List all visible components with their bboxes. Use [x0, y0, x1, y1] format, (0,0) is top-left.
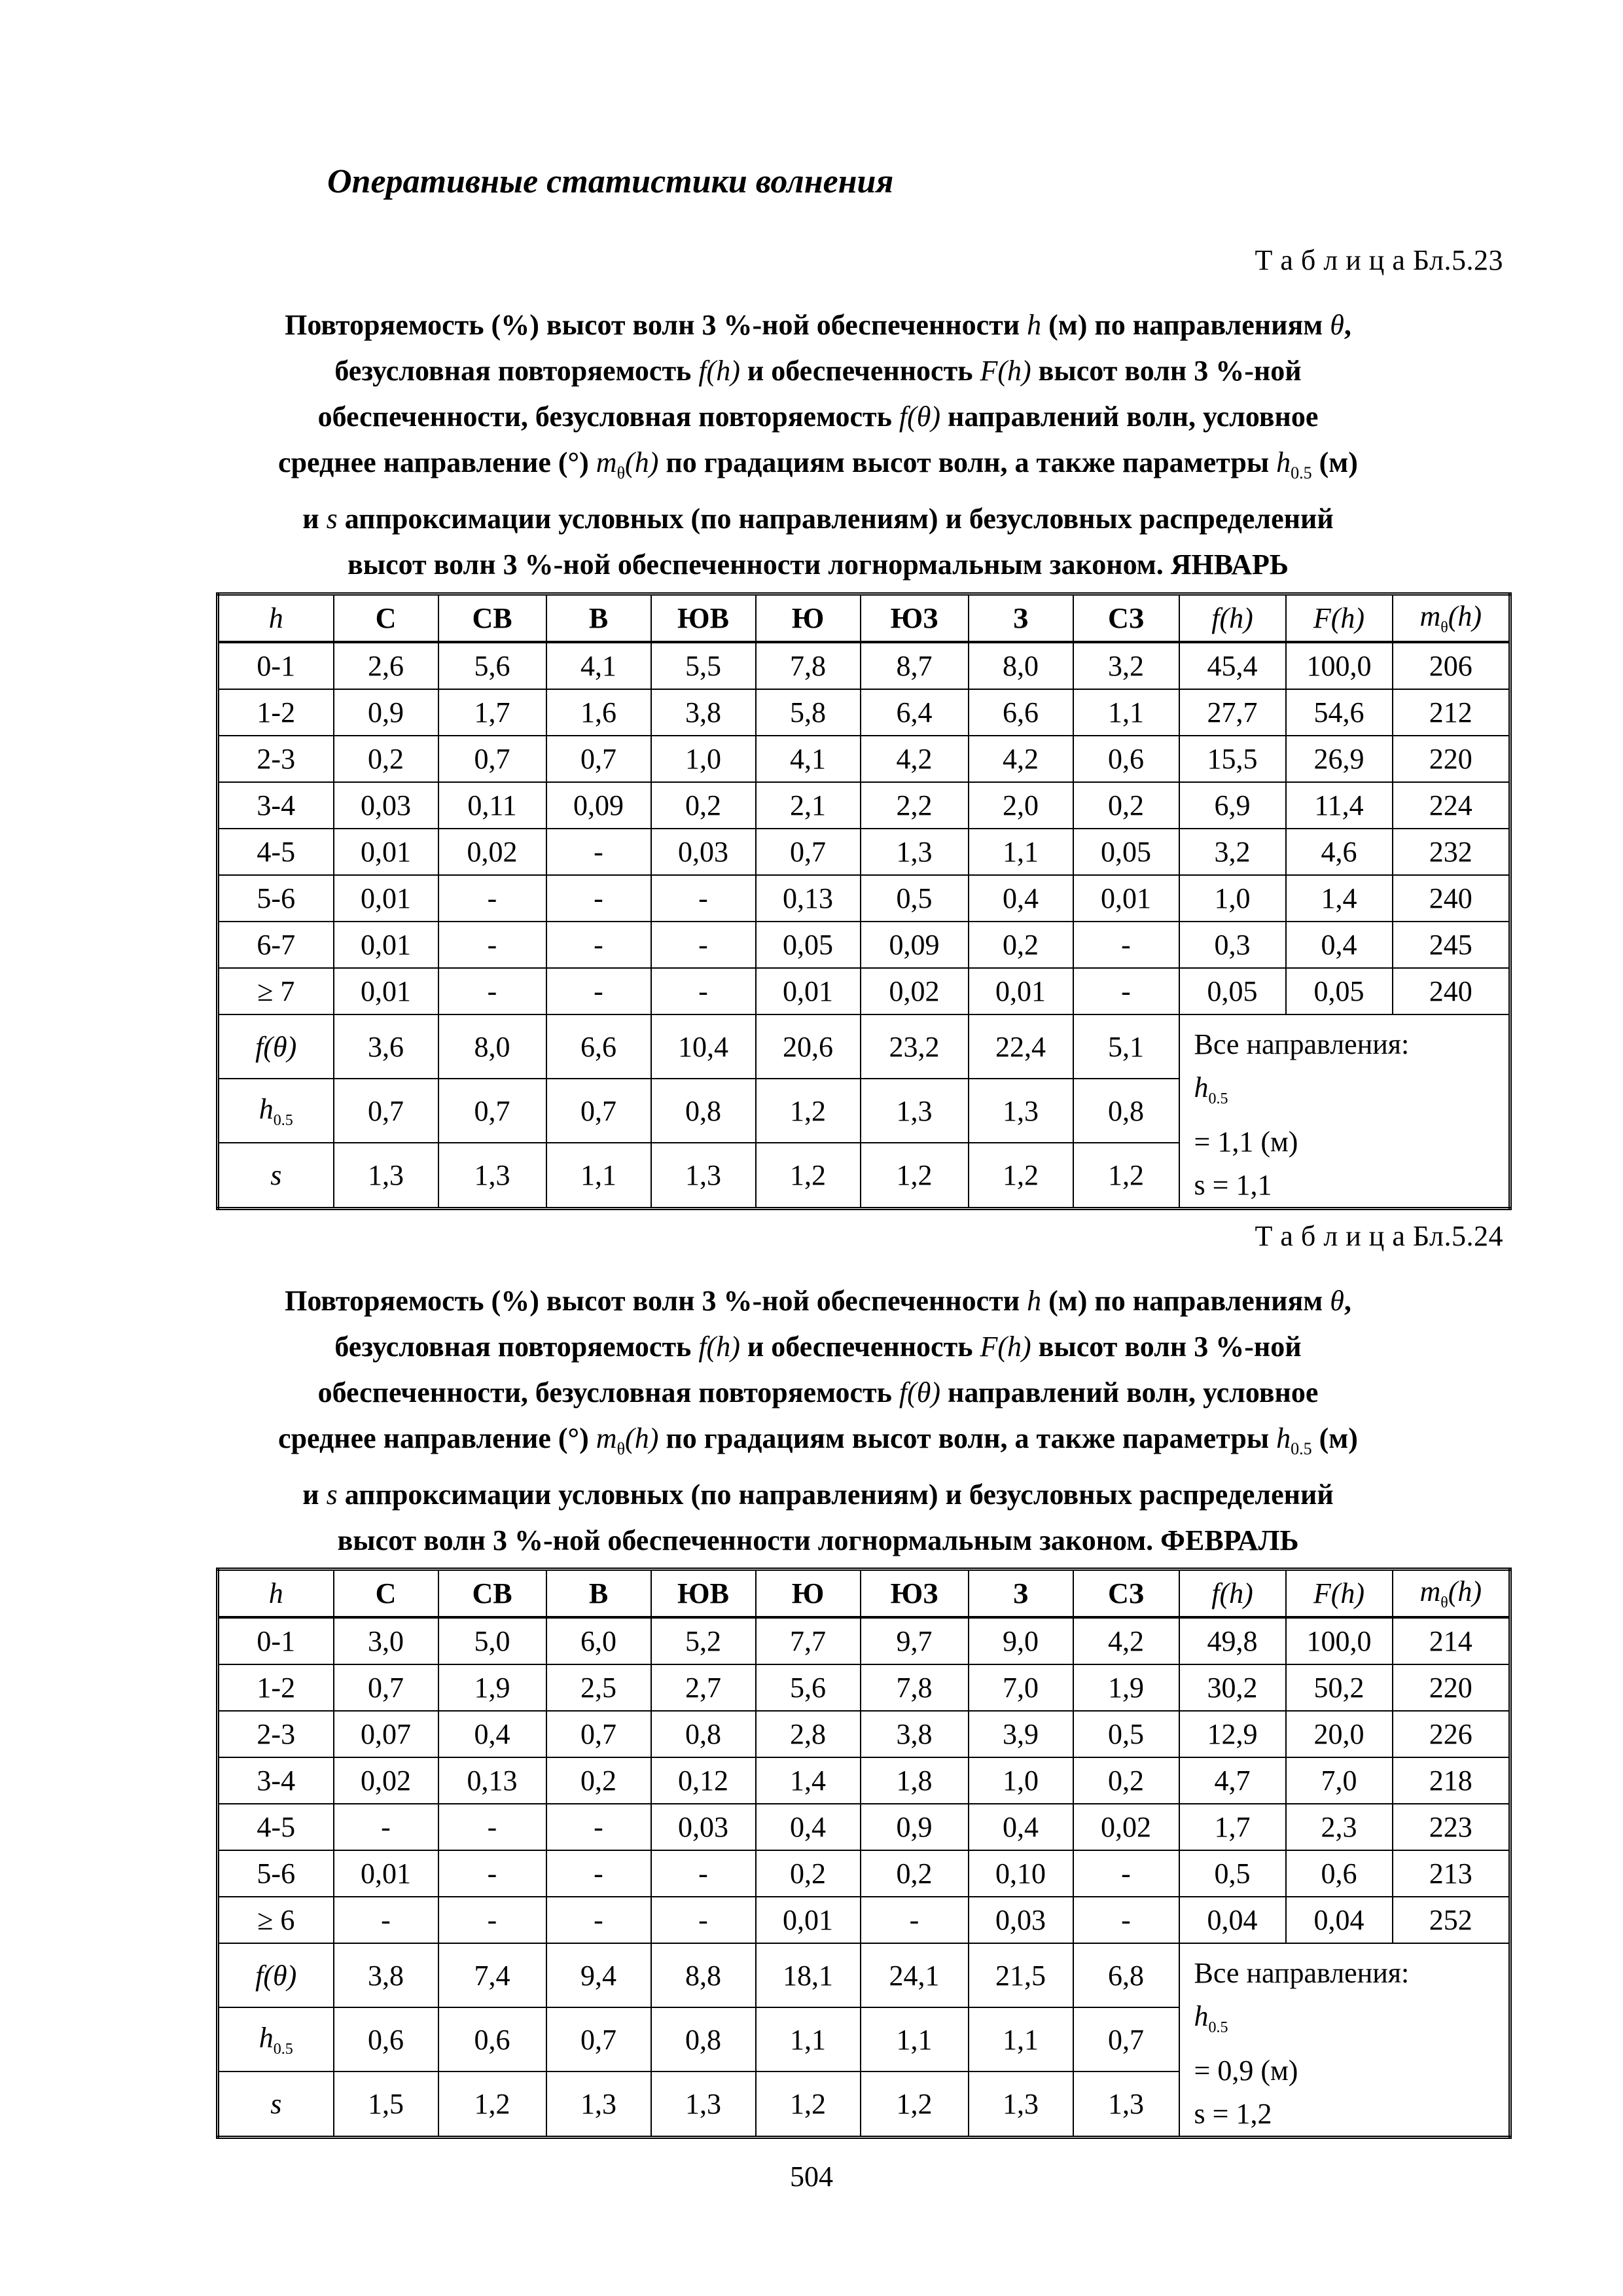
col-header-m: $m_\theta(h)$	[1393, 1570, 1510, 1618]
table-cell: 4,6	[1286, 829, 1393, 875]
row-label: 0-1	[218, 1617, 334, 1664]
table-cell: 1,3	[651, 2072, 756, 2137]
table-cell: -	[1073, 1850, 1179, 1897]
table-cell: 0,2	[334, 736, 438, 782]
table-cell: 1,8	[861, 1757, 969, 1804]
table-cell: 0,7	[1073, 2007, 1179, 2072]
row-label: 3-4	[218, 1757, 334, 1804]
table-cell: 3,9	[969, 1711, 1073, 1757]
table-cell: -	[334, 1804, 438, 1850]
table-cell: 206	[1393, 642, 1510, 689]
table-cell: 1,6	[546, 689, 651, 736]
table-cell: 8,7	[861, 642, 969, 689]
row-label: $h_{0.5}$	[218, 2007, 334, 2072]
row-label: ≥ 6	[218, 1897, 334, 1943]
table-cell: 1,1	[546, 1143, 651, 1208]
table-cell: 20,0	[1286, 1711, 1393, 1757]
table-cell: 2,2	[861, 782, 969, 829]
table-cell: 220	[1393, 1664, 1510, 1711]
table-cell: 0,01	[334, 922, 438, 968]
table-cell: 0,4	[969, 875, 1073, 922]
table-cell: 0,09	[861, 922, 969, 968]
table-cell: 0,03	[969, 1897, 1073, 1943]
table-cell: 7,8	[756, 642, 861, 689]
table-cell: 45,4	[1179, 642, 1286, 689]
table-row	[218, 922, 1510, 968]
table-cell: -	[651, 922, 756, 968]
table-header-row	[218, 1570, 1510, 1618]
table-cell: 0,02	[334, 1757, 438, 1804]
summary-h05: $h_{0.5}$ = 1,1 (м)	[1194, 1071, 1298, 1158]
ftheta-row	[218, 1943, 1510, 2007]
table-cell: 0,3	[1179, 922, 1286, 968]
table-cell: -	[438, 968, 546, 1014]
table-cell: -	[546, 968, 651, 1014]
table-row	[218, 1617, 1510, 1664]
table-cell: 5,5	[651, 642, 756, 689]
col-header-h: h	[218, 594, 334, 643]
col-header-dir: СВ	[438, 594, 546, 643]
page-number: 504	[790, 2161, 833, 2193]
table-cell: 0,2	[756, 1850, 861, 1897]
table-cell: -	[546, 875, 651, 922]
table-cell: 6,8	[1073, 1943, 1179, 2007]
table-cell: 0,01	[756, 968, 861, 1014]
table-cell: 0,05	[1179, 968, 1286, 1014]
table-cell: 0,2	[546, 1757, 651, 1804]
col-header-Fh: F(h)	[1286, 1570, 1393, 1618]
table-cell: 1,1	[756, 2007, 861, 2072]
table-cell: 1,7	[1179, 1804, 1286, 1850]
summary-s: s = 1,2	[1194, 2097, 1272, 2130]
all-directions-summary	[1179, 1943, 1510, 2137]
table-cell: 0,7	[546, 736, 651, 782]
table-row	[218, 1897, 1510, 1943]
table-cell: 11,4	[1286, 782, 1393, 829]
table-cell: 21,5	[969, 1943, 1073, 2007]
table-cell: 1,3	[438, 1143, 546, 1208]
table-cell: 1,2	[861, 1143, 969, 1208]
table-cell: -	[1073, 1897, 1179, 1943]
table-cell: 7,0	[1286, 1757, 1393, 1804]
row-label: 2-3	[218, 736, 334, 782]
table-cell: 1,7	[438, 689, 546, 736]
table-cell: 50,2	[1286, 1664, 1393, 1711]
row-label: ≥ 7	[218, 968, 334, 1014]
table-cell: 0,10	[969, 1850, 1073, 1897]
col-header-fh: f(h)	[1179, 1570, 1286, 1618]
table-cell: 224	[1393, 782, 1510, 829]
table-cell: 0,7	[438, 736, 546, 782]
col-header-dir: З	[969, 1570, 1073, 1618]
col-header-dir: В	[546, 594, 651, 643]
table-row	[218, 968, 1510, 1014]
table-cell: -	[546, 1804, 651, 1850]
table-cell: 0,2	[1073, 782, 1179, 829]
table-label: Т а б л и ц а Бл.5.23	[1255, 244, 1503, 276]
row-label: f(θ)	[218, 1014, 334, 1079]
table-cell: 6,6	[969, 689, 1073, 736]
table-row	[218, 1757, 1510, 1804]
table-cell: 0,7	[334, 1079, 438, 1143]
col-header-fh: f(h)	[1179, 594, 1286, 643]
table-header-row	[218, 594, 1510, 643]
table-cell: -	[438, 1804, 546, 1850]
table-cell: 0,4	[438, 1711, 546, 1757]
table-cell: 2,8	[756, 1711, 861, 1757]
table-cell: -	[861, 1897, 969, 1943]
col-header-Fh: F(h)	[1286, 594, 1393, 643]
table-cell: 8,0	[969, 642, 1073, 689]
table-cell: 3,2	[1073, 642, 1179, 689]
table-cell: 12,9	[1179, 1711, 1286, 1757]
row-label: 0-1	[218, 642, 334, 689]
table-cell: 0,01	[334, 1850, 438, 1897]
table-cell: 0,7	[546, 1711, 651, 1757]
table-cell: 0,01	[756, 1897, 861, 1943]
table-cell: 220	[1393, 736, 1510, 782]
table-cell: 0,7	[546, 1079, 651, 1143]
table-cell: -	[438, 1850, 546, 1897]
table-cell: 0,7	[756, 829, 861, 875]
table-cell: 0,05	[756, 922, 861, 968]
table-cell: 245	[1393, 922, 1510, 968]
table-cell: 6,4	[861, 689, 969, 736]
table-cell: -	[546, 829, 651, 875]
table-cell: 54,6	[1286, 689, 1393, 736]
table-cell: 0,5	[1179, 1850, 1286, 1897]
table-cell: 0,03	[651, 1804, 756, 1850]
table-cell: 1,2	[756, 2072, 861, 2137]
table-cell: 0,2	[969, 922, 1073, 968]
table-cell: 9,4	[546, 1943, 651, 2007]
table-cell: 100,0	[1286, 642, 1393, 689]
table-cell: 1,4	[756, 1757, 861, 1804]
table-cell: 7,8	[861, 1664, 969, 1711]
table-cell: 0,12	[651, 1757, 756, 1804]
col-header-dir: СЗ	[1073, 1570, 1179, 1618]
wave-height-table-january	[216, 592, 1512, 1210]
table-cell: 1,3	[651, 1143, 756, 1208]
table-cell: 5,6	[756, 1664, 861, 1711]
table-cell: 6,6	[546, 1014, 651, 1079]
table-cell: 4,2	[969, 736, 1073, 782]
table-cell: 0,2	[861, 1850, 969, 1897]
table-cell: 6,9	[1179, 782, 1286, 829]
col-header-dir: ЮЗ	[861, 594, 969, 643]
table-cell: 1,2	[438, 2072, 546, 2137]
col-header-dir: СВ	[438, 1570, 546, 1618]
col-header-dir: ЮВ	[651, 594, 756, 643]
table-cell: 5,8	[756, 689, 861, 736]
table-cell: 0,5	[1073, 1711, 1179, 1757]
table-row	[218, 1850, 1510, 1897]
table-caption: Повторяемость (%) высот волн 3 %-ной обеспеченности h (м) по направлениям θ, безусловная повторяемость f(h) и обеспеченность F(h) высот волн 3 %-ной обеспеченности, безусловная повторяемость f(θ) направлений волн, условное среднее направление (°) $m_\theta(h)$ по градациям высот волн, а также параметры $h_{0.5}$ (м) и s аппроксимации условных (по направлениям) и безусловных распределений высот волн 3 %-ной обеспеченности логнормальным законом. ФЕВРАЛЬ	[278, 1285, 1358, 1556]
table-cell: 0,04	[1179, 1897, 1286, 1943]
table-cell: 0,7	[334, 1664, 438, 1711]
table-cell: -	[546, 1850, 651, 1897]
col-header-dir: ЮЗ	[861, 1570, 969, 1618]
col-header-m: $m_\theta(h)$	[1393, 594, 1510, 643]
table-cell: 9,0	[969, 1617, 1073, 1664]
table-row	[218, 642, 1510, 689]
table-cell: 18,1	[756, 1943, 861, 2007]
table-cell: 8,8	[651, 1943, 756, 2007]
ftheta-row	[218, 1014, 1510, 1079]
table-cell: 1,2	[756, 1079, 861, 1143]
wave-height-table-february	[216, 1568, 1512, 2139]
table-cell: 8,0	[438, 1014, 546, 1079]
table-cell: 0,01	[334, 968, 438, 1014]
table-cell: 1,0	[651, 736, 756, 782]
table-cell: 1,3	[334, 1143, 438, 1208]
table-cell: 9,7	[861, 1617, 969, 1664]
table-cell: 3,2	[1179, 829, 1286, 875]
table-cell: 1,3	[969, 2072, 1073, 2137]
table-cell: 0,2	[1073, 1757, 1179, 1804]
table-cell: 0,8	[651, 1711, 756, 1757]
table-cell: 6,0	[546, 1617, 651, 1664]
table-cell: -	[334, 1897, 438, 1943]
table-cell: 240	[1393, 875, 1510, 922]
table-cell: 1,4	[1286, 875, 1393, 922]
table-cell: 3,0	[334, 1617, 438, 1664]
col-header-h: h	[218, 1570, 334, 1618]
table-cell: 22,4	[969, 1014, 1073, 1079]
summary-h05: $h_{0.5}$ = 0,9 (м)	[1194, 2000, 1298, 2087]
table-cell: 0,03	[651, 829, 756, 875]
table-cell: 0,6	[1073, 736, 1179, 782]
table-cell: 1,2	[969, 1143, 1073, 1208]
table-cell: 1,9	[438, 1664, 546, 1711]
table-cell: 0,01	[334, 875, 438, 922]
row-label: s	[218, 1143, 334, 1208]
row-label: 5-6	[218, 875, 334, 922]
table-cell: 4,7	[1179, 1757, 1286, 1804]
table-cell: 2,0	[969, 782, 1073, 829]
col-header-dir: В	[546, 1570, 651, 1618]
table-cell: 10,4	[651, 1014, 756, 1079]
table-cell: 3,6	[334, 1014, 438, 1079]
summary-title: Все направления:	[1194, 1957, 1410, 1989]
row-label: 4-5	[218, 1804, 334, 1850]
table-cell: 0,13	[756, 875, 861, 922]
table-cell: 5,6	[438, 642, 546, 689]
table-cell: 1,2	[756, 1143, 861, 1208]
table-cell: 0,9	[861, 1804, 969, 1850]
table-cell: 0,01	[969, 968, 1073, 1014]
table-cell: 1,2	[861, 2072, 969, 2137]
table-cell: 1,3	[861, 1079, 969, 1143]
table-cell: 0,6	[438, 2007, 546, 2072]
table-cell: 2,3	[1286, 1804, 1393, 1850]
table-cell: 0,07	[334, 1711, 438, 1757]
table-cell: 0,03	[334, 782, 438, 829]
table-cell: 0,8	[1073, 1079, 1179, 1143]
table-cell: -	[651, 875, 756, 922]
table-cell: 214	[1393, 1617, 1510, 1664]
table-cell: 218	[1393, 1757, 1510, 1804]
table-cell: 0,8	[651, 1079, 756, 1143]
table-cell: 2,6	[334, 642, 438, 689]
table-row	[218, 1664, 1510, 1711]
table-cell: 5,1	[1073, 1014, 1179, 1079]
table-cell: 0,4	[1286, 922, 1393, 968]
table-cell: 226	[1393, 1711, 1510, 1757]
table-cell: 0,04	[1286, 1897, 1393, 1943]
table-cell: 4,1	[546, 642, 651, 689]
row-label: $h_{0.5}$	[218, 1079, 334, 1143]
table-cell: 212	[1393, 689, 1510, 736]
table-cell: 7,4	[438, 1943, 546, 2007]
table-cell: 26,9	[1286, 736, 1393, 782]
table-cell: 4,2	[861, 736, 969, 782]
summary-s: s = 1,1	[1194, 1168, 1272, 1201]
section-title: Оперативные статистики волнения	[327, 163, 894, 200]
all-directions-summary	[1179, 1014, 1510, 1208]
table-cell: 3,8	[334, 1943, 438, 2007]
table-cell: 3,8	[651, 689, 756, 736]
table-cell: 0,02	[1073, 1804, 1179, 1850]
table-cell: 1,3	[969, 1079, 1073, 1143]
table-cell: 4,1	[756, 736, 861, 782]
table-cell: -	[546, 1897, 651, 1943]
table-cell: 1,1	[969, 829, 1073, 875]
row-label: 6-7	[218, 922, 334, 968]
table-cell: 0,05	[1286, 968, 1393, 1014]
table-cell: 5,2	[651, 1617, 756, 1664]
table-cell: 1,0	[1179, 875, 1286, 922]
row-label: 5-6	[218, 1850, 334, 1897]
table-cell: -	[651, 968, 756, 1014]
table-cell: 4,2	[1073, 1617, 1179, 1664]
table-cell: 0,5	[861, 875, 969, 922]
table-cell: 0,9	[334, 689, 438, 736]
table-cell: 232	[1393, 829, 1510, 875]
table-cell: 20,6	[756, 1014, 861, 1079]
table-cell: 252	[1393, 1897, 1510, 1943]
row-label: s	[218, 2072, 334, 2137]
table-cell: 0,4	[969, 1804, 1073, 1850]
col-header-dir: Ю	[756, 594, 861, 643]
table-cell: 240	[1393, 968, 1510, 1014]
table-cell: 0,05	[1073, 829, 1179, 875]
table-cell: 1,1	[1073, 689, 1179, 736]
table-cell: 2,1	[756, 782, 861, 829]
table-cell: 2,5	[546, 1664, 651, 1711]
summary-title: Все направления:	[1194, 1028, 1410, 1060]
table-cell: 0,4	[756, 1804, 861, 1850]
table-row	[218, 736, 1510, 782]
table-row	[218, 689, 1510, 736]
table-cell: -	[438, 1897, 546, 1943]
table-cell: 0,6	[1286, 1850, 1393, 1897]
table-cell: -	[651, 1897, 756, 1943]
row-label: f(θ)	[218, 1943, 334, 2007]
row-label: 2-3	[218, 1711, 334, 1757]
table-cell: -	[651, 1850, 756, 1897]
table-cell: 0,2	[651, 782, 756, 829]
table-cell: 0,13	[438, 1757, 546, 1804]
table-cell: 0,11	[438, 782, 546, 829]
table-cell: 7,7	[756, 1617, 861, 1664]
table-cell: 223	[1393, 1804, 1510, 1850]
table-cell: -	[438, 875, 546, 922]
table-row	[218, 782, 1510, 829]
table-cell: 1,0	[969, 1757, 1073, 1804]
table-cell: 1,3	[546, 2072, 651, 2137]
table-label: Т а б л и ц а Бл.5.24	[1255, 1220, 1503, 1252]
table-cell: 1,3	[1073, 2072, 1179, 2137]
table-cell: 1,1	[969, 2007, 1073, 2072]
table-cell: 27,7	[1179, 689, 1286, 736]
table-cell: 7,0	[969, 1664, 1073, 1711]
table-cell: 0,02	[438, 829, 546, 875]
table-cell: -	[438, 922, 546, 968]
table-cell: 0,6	[334, 2007, 438, 2072]
table-cell: -	[1073, 968, 1179, 1014]
table-cell: -	[546, 922, 651, 968]
table-row	[218, 875, 1510, 922]
table-cell: 1,5	[334, 2072, 438, 2137]
table-cell: 15,5	[1179, 736, 1286, 782]
table-cell: 1,2	[1073, 1143, 1179, 1208]
table-cell: 1,3	[861, 829, 969, 875]
table-row	[218, 1711, 1510, 1757]
table-row	[218, 829, 1510, 875]
table-cell: 24,1	[861, 1943, 969, 2007]
col-header-dir: Ю	[756, 1570, 861, 1618]
col-header-dir: С	[334, 594, 438, 643]
table-cell: 49,8	[1179, 1617, 1286, 1664]
table-cell: 0,8	[651, 2007, 756, 2072]
row-label: 4-5	[218, 829, 334, 875]
table-cell: 30,2	[1179, 1664, 1286, 1711]
table-cell: 1,1	[861, 2007, 969, 2072]
table-cell: 1,9	[1073, 1664, 1179, 1711]
table-cell: 5,0	[438, 1617, 546, 1664]
table-caption: Повторяемость (%) высот волн 3 %-ной обеспеченности h (м) по направлениям θ, безусловная повторяемость f(h) и обеспеченность F(h) высот волн 3 %-ной обеспеченности, безусловная повторяемость f(θ) направлений волн, условное среднее направление (°) $m_\theta(h)$ по градациям высот волн, а также параметры $h_{0.5}$ (м) и s аппроксимации условных (по направлениям) и безусловных распределений высот волн 3 %-ной обеспеченности логнормальным законом. ЯНВАРЬ	[278, 309, 1358, 581]
table-cell: 3,8	[861, 1711, 969, 1757]
row-label: 1-2	[218, 689, 334, 736]
table-cell: 0,01	[334, 829, 438, 875]
table-cell: -	[1073, 922, 1179, 968]
table-cell: 0,02	[861, 968, 969, 1014]
table-cell: 2,7	[651, 1664, 756, 1711]
table-cell: 23,2	[861, 1014, 969, 1079]
col-header-dir: ЮВ	[651, 1570, 756, 1618]
col-header-dir: СЗ	[1073, 594, 1179, 643]
row-label: 3-4	[218, 782, 334, 829]
table-cell: 213	[1393, 1850, 1510, 1897]
table-cell: 0,09	[546, 782, 651, 829]
row-label: 1-2	[218, 1664, 334, 1711]
col-header-dir: З	[969, 594, 1073, 643]
table-cell: 0,7	[546, 2007, 651, 2072]
table-cell: 100,0	[1286, 1617, 1393, 1664]
table-row	[218, 1804, 1510, 1850]
table-cell: 0,7	[438, 1079, 546, 1143]
table-cell: 0,01	[1073, 875, 1179, 922]
col-header-dir: С	[334, 1570, 438, 1618]
